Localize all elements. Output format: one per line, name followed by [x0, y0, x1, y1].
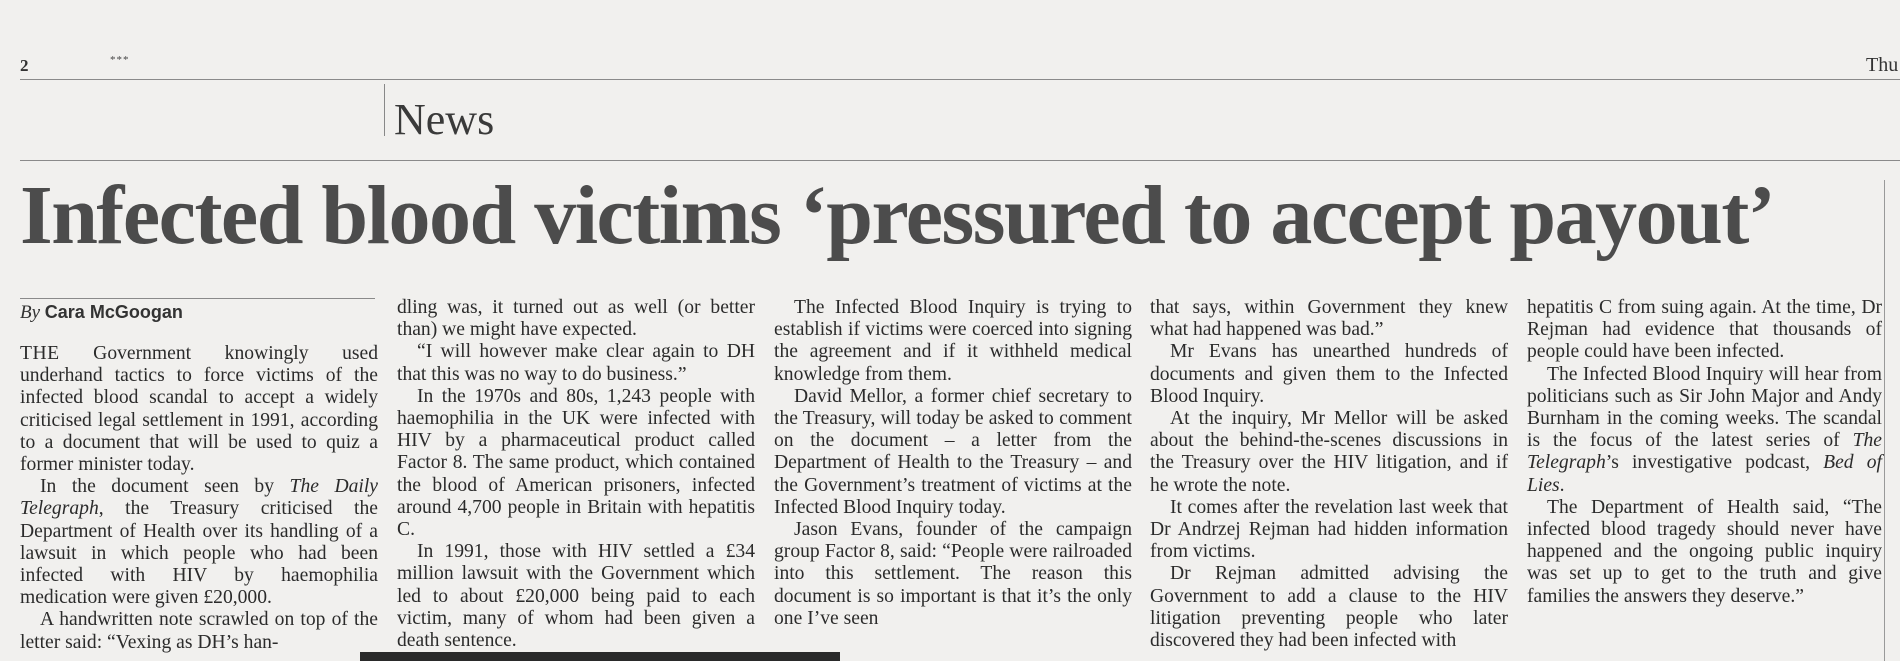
- paragraph-text: .: [1559, 474, 1565, 496]
- paragraph: that says, within Government they knew what had happened was bad.”: [1150, 297, 1508, 341]
- paragraph: [20, 343, 378, 476]
- paragraph-text: The Infected Blood Inquiry will hear from politicians such as Sir John Major and Andy Burnham in the coming weeks. The scandal is the focus of the latest series of: [1527, 363, 1882, 452]
- podcast-name: Bed of Lies: [1527, 452, 1882, 496]
- paragraph: [1527, 364, 1882, 497]
- byline-prefix: By: [20, 302, 41, 323]
- byline-rule: [20, 298, 375, 299]
- paragraph: dling was, it turned out as well (or better than) we might have expected.: [397, 297, 755, 341]
- paragraph-text: In the document seen by: [40, 476, 290, 498]
- paragraph: Mr Evans has unearthed hundreds of documents and given them to the Infected Blood Inquiry.: [1150, 341, 1508, 407]
- paragraph: David Mellor, a former chief secretary to the Treasury, will today be asked to comment on the document – a letter from the Department of Health to the Treasury – and the Government’s treatment of victims at the Infected Blood Inquiry today.: [774, 385, 1132, 518]
- paragraph: Dr Rejman admitted advising the Government to add a clause to the HIV litigation preventing people who later discovered they had been infected with: [1150, 563, 1508, 652]
- headline-rule: [20, 160, 1900, 161]
- paragraph: hepatitis C from suing again. At the time, Dr Rejman had evidence that thousands of people could have been infected.: [1527, 297, 1882, 363]
- article-column-3: [774, 297, 1132, 630]
- scan-shadow: [360, 652, 840, 661]
- page-edge: [1884, 180, 1885, 661]
- byline: [20, 302, 183, 324]
- paragraph: It comes after the revelation last week that Dr Andrzej Rejman had hidden information from victims.: [1150, 496, 1508, 563]
- lead-word: THE: [20, 343, 60, 364]
- paragraph: The Department of Health said, “The infected blood tragedy should never have happened and the ongoing public inquiry was set up to get to the truth and give families the answers they deserve.”: [1527, 496, 1882, 607]
- page-number: 2: [20, 56, 29, 75]
- article-column-5: [1527, 297, 1882, 608]
- paragraph-text: ’s investigative podcast,: [1605, 452, 1824, 474]
- paragraph-text: Government knowingly used underhand tactics to force victims of the infected blood scandal to accept a widely criticised legal settlement in 1991, according to a document that will be used to quiz a former minister today.: [20, 343, 378, 476]
- paragraph: In 1991, those with HIV settled a £34 million lawsuit with the Government which led to about £20,000 being paid to each victim, many of whom had been given a death sentence.: [397, 541, 755, 652]
- headline: Infected blood victims ‘pressured to accept payout’: [20, 169, 1775, 262]
- article-column-2: [397, 297, 755, 652]
- paragraph: At the inquiry, Mr Mellor will be asked about the behind-the-scenes discussions in the Treasury over the HIV litigation, and if he wrote the note.: [1150, 408, 1508, 496]
- paragraph: Jason Evans, founder of the campaign group Factor 8, said: “People were railroaded into this settlement. The reason this document is so important is that it’s the only one I’ve seen: [774, 519, 1132, 629]
- section-divider: [384, 84, 385, 136]
- paragraph: A handwritten note scrawled on top of the letter said: “Vexing as DH’s han-: [20, 609, 378, 653]
- byline-author: Cara McGoogan: [44, 302, 183, 322]
- section-label: News: [394, 95, 495, 144]
- top-rule: [20, 79, 1900, 80]
- paragraph: “I will however make clear again to DH that this was no way to do business.”: [397, 341, 755, 385]
- publication-name: The Telegraph: [1527, 430, 1882, 474]
- paragraph: The Infected Blood Inquiry is trying to establish if victims were coerced into signing the agreement and if it withheld medical knowledge from them.: [774, 297, 1132, 385]
- edition-stars: ***: [110, 54, 130, 66]
- dateline: Thu: [1866, 54, 1899, 76]
- article-column-1: [20, 343, 378, 654]
- paragraph: In the 1970s and 80s, 1,243 people with haemophilia in the UK were infected with HIV by a pharmaceutical product called Factor 8. The same product, which contained the blood of American prisoners, infected around 4,700 people in Britain with hepatitis C.: [397, 385, 755, 541]
- paragraph: [20, 476, 378, 609]
- article-column-4: [1150, 297, 1508, 652]
- publication-name: The Daily Telegraph: [20, 476, 378, 520]
- paragraph-text: , the Treasury criticised the Department of Health over its handling of a lawsuit in which people who had been infected with HIV by haemophilia medication were given £20,000.: [20, 498, 378, 609]
